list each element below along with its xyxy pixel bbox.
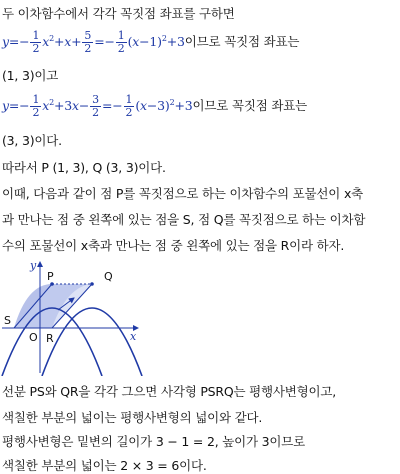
explain-line-2: 과 만나는 점 중 왼쪽에 있는 점을 S, 점 Q를 꼭짓점으로 하는 이차함 [2,212,366,227]
label-p: P [47,270,54,283]
points-text: 따라서 P (1, 3), Q (3, 3)이다. [2,160,166,175]
explain-line-3: 수의 포물선이 x축과 만나는 점 중 왼쪽에 있는 점을 R이라 하자. [2,238,345,253]
label-x: x [130,330,137,343]
explain-line-1: 이때, 다음과 같이 점 P를 꼭짓점으로 하는 이차함수의 포물선이 x축 [2,186,364,201]
label-o: O [29,331,38,344]
label-q: Q [104,270,113,283]
conclusion-line-4: 색칠한 부분의 넓이는 2 × 3 = 6이다. [2,458,207,473]
vertex-2-text: (3, 3)이다. [2,133,62,148]
point-q [90,282,94,286]
equation-2: y=− $\frac{1}{2}$ $x^2+3x-$ $\frac{3}{2}$ =− $\frac{1}{2}$ $(x-3)^2+3$이므로 꼭짓점 좌표는 [2,93,307,119]
conclusion-line-3: 평행사변형은 밑변의 길이가 3 − 1 = 2, 높이가 3이므로 [2,434,306,449]
equation-1: y=− $\frac{1}{2}$ $x^2+x+$ $\frac{5}{2}$ =− $\frac{1}{2}$ $(x-1)^2+3$이므로 꼭짓점 좌표는 [2,29,300,55]
conclusion-line-1: 선분 PS와 QR을 각각 그으면 사각형 PSRQ는 평행사변형이고, [2,384,337,399]
label-s: S [4,314,11,327]
vertex-1-text: (1, 3)이고 [2,68,59,83]
conclusion-line-2: 색칠한 부분의 넓이는 평행사변형의 넓이와 같다. [2,410,263,425]
label-r: R [46,332,54,345]
label-y: y [30,259,37,272]
parabola-figure [0,258,150,376]
intro-text: 두 이차함수에서 각각 꼭짓점 좌표를 구하면 [2,6,235,21]
